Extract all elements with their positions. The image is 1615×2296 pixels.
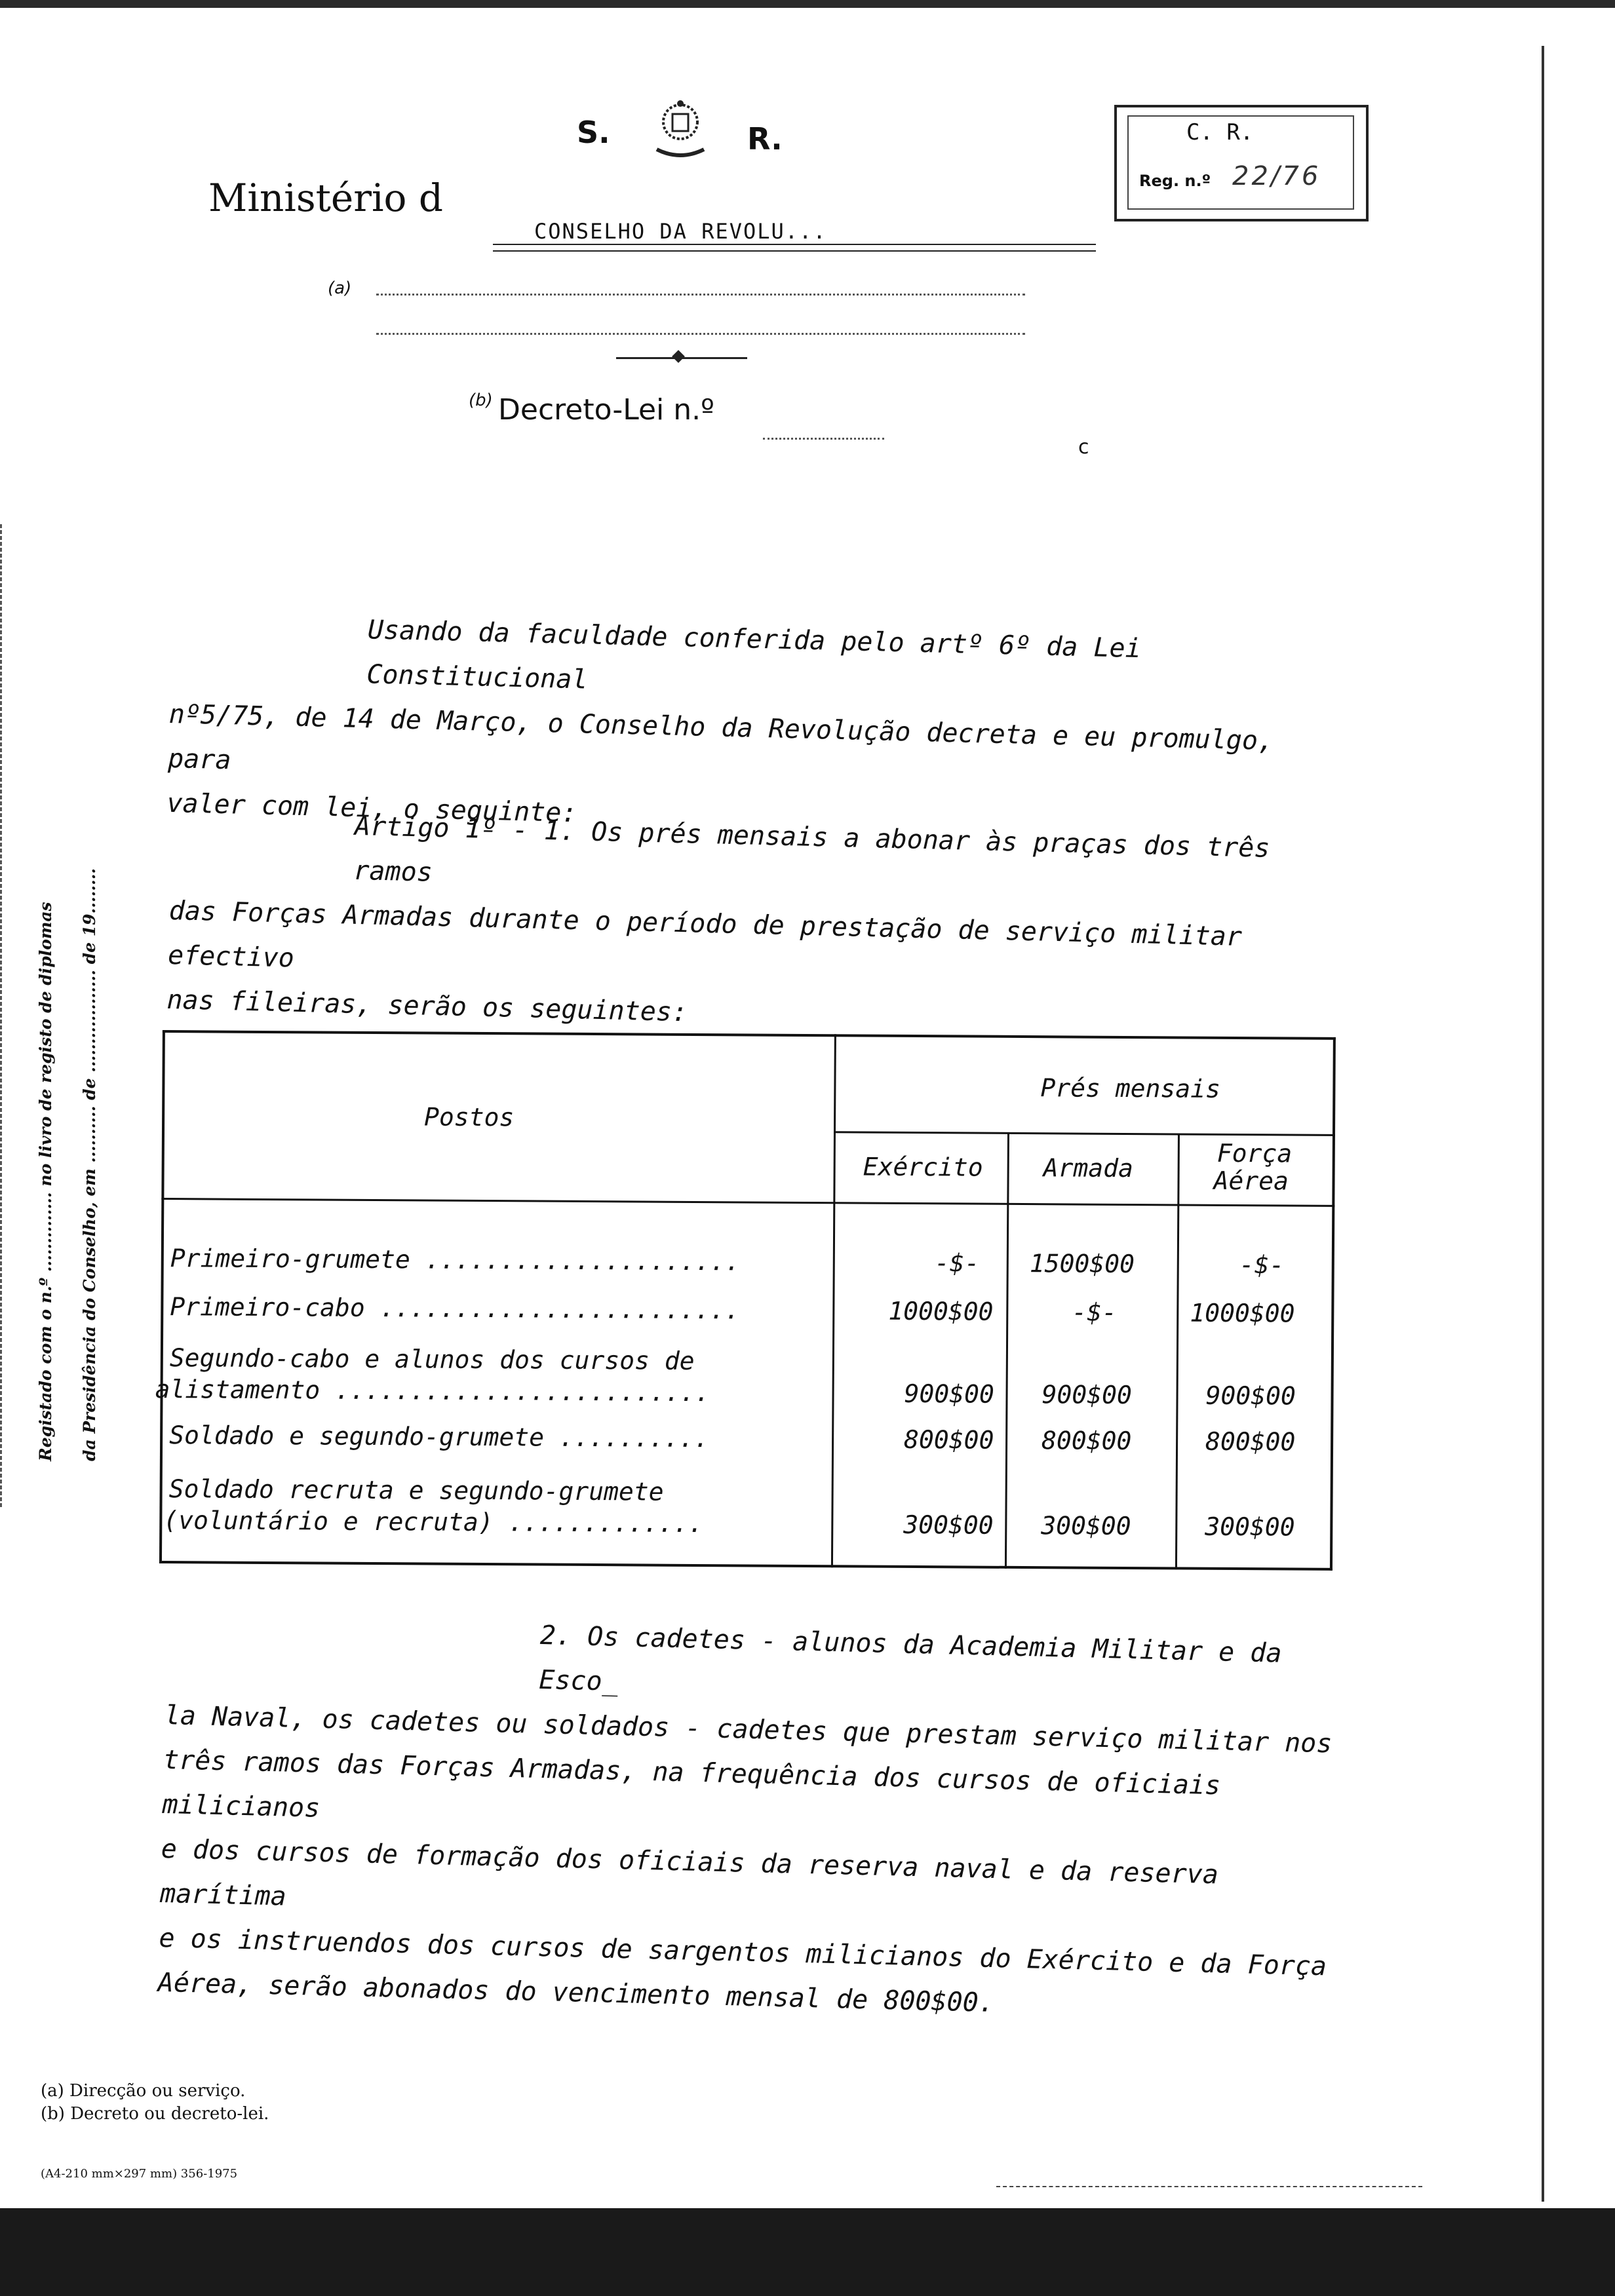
paragraph-line: Aérea, serão abonados do vencimento mensal de 800$00. <box>157 1967 995 2019</box>
cell-exercito: 800$00 <box>903 1425 994 1455</box>
ministerio-label: Ministério d <box>208 176 443 220</box>
paragraph-line: e dos cursos de formação dos oficiais da reserva naval e da reserva marítima <box>159 1833 1219 1912</box>
paragraph-line: três ramos das Forças Armadas, na frequência dos cursos de oficiais milicianos <box>161 1744 1221 1824</box>
footnote-b: (b) Decreto ou decreto-lei. <box>41 2104 269 2124</box>
binding-marks <box>0 524 7 1507</box>
col-header-exercito: Exército <box>863 1152 983 1182</box>
stamp-frame <box>493 244 1096 252</box>
registration-stamp-title: C. R. <box>1186 119 1254 145</box>
artigo-line: das Forças Armadas durante o período de prestação de serviço militar efectivo <box>167 895 1243 974</box>
row-label-cont: alistamento ......................... <box>155 1374 710 1407</box>
col-header-armada: Armada <box>1043 1153 1134 1183</box>
col-header-aerea: Aérea <box>1213 1166 1289 1196</box>
table-bottom-rule <box>159 1561 1333 1571</box>
field-a-marker: (a) <box>328 278 352 298</box>
table-left-rule <box>159 1030 165 1563</box>
footer-rule <box>996 2186 1422 2187</box>
row-label: Segundo-cabo e alunos dos cursos de <box>169 1343 695 1375</box>
side-note-line-1: Registado com o n.º .............. no livro de registo de diplomas <box>36 902 55 1461</box>
table-right-rule <box>1330 1037 1336 1571</box>
cell-exercito: -$- <box>934 1248 980 1278</box>
header-r: R. <box>747 121 783 157</box>
field-a-line-2 <box>376 333 1025 335</box>
paragraph-line: e os instruendos dos cursos de sargentos milicianos do Exército e da Força <box>158 1923 1327 1982</box>
artigo-line: nas fileiras, serão os seguintes: <box>166 984 688 1028</box>
table-subheader-rule <box>834 1131 1335 1136</box>
field-b-marker: (b) <box>469 391 493 410</box>
paragraph-line: 2. Os cadetes - alunos da Academia Militar e da Esco_ <box>538 1620 1283 1697</box>
scan-bottom-border <box>0 2208 1615 2296</box>
print-code: (A4-210 mm×297 mm) 356-1975 <box>41 2167 238 2181</box>
header-s: S. <box>577 115 610 150</box>
col-header-forca: Força <box>1216 1138 1293 1168</box>
cell-armada: 900$00 <box>1041 1380 1132 1410</box>
col-header-postos: Postos <box>423 1102 515 1132</box>
cell-armada: 1500$00 <box>1029 1249 1135 1279</box>
row-label: Primeiro-grumete ..................... <box>170 1244 741 1276</box>
page-right-edge <box>1542 46 1544 2202</box>
side-note-line-2: da Presidência do Conselho, em .......... de .................. de 19........ <box>80 868 99 1461</box>
registration-number: 22/76 <box>1232 161 1321 191</box>
table-header-rule <box>161 1198 1334 1207</box>
cell-exercito: 1000$00 <box>888 1296 994 1326</box>
decreto-number-line <box>763 438 884 440</box>
paragraph-2 <box>157 1604 1346 2034</box>
coat-of-arms-icon <box>650 98 710 164</box>
table-top-rule <box>163 1030 1336 1040</box>
cell-exercito: 900$00 <box>904 1379 994 1409</box>
table-col-rule <box>1005 1134 1009 1569</box>
preamble-line: nº5/75, de 14 de Março, o Conselho da Revolução decreta e eu promulgo, para <box>167 698 1274 776</box>
divider-ornament <box>672 350 685 363</box>
cell-forca: 800$00 <box>1205 1426 1296 1457</box>
table-col-rule <box>1175 1134 1180 1569</box>
cell-forca: 1000$00 <box>1190 1298 1295 1328</box>
cell-forca: 300$00 <box>1205 1512 1295 1542</box>
footnote-a: (a) Direcção ou serviço. <box>41 2081 246 2101</box>
scan-top-border <box>0 0 1615 8</box>
registration-label: Reg. n.º <box>1139 172 1211 190</box>
cell-armada: 800$00 <box>1041 1426 1132 1456</box>
row-label: Soldado recruta e segundo-grumete <box>168 1474 664 1506</box>
paragraph-line: la Naval, os cadetes ou soldados - cadetes que prestam serviço militar nos <box>164 1700 1333 1759</box>
row-label-cont: (voluntário e recruta) ............. <box>163 1506 704 1539</box>
field-a-line <box>376 294 1025 296</box>
preamble-line: Usando da faculdade conferida pelo artº 6º da Lei Constitucional <box>366 615 1142 695</box>
row-label: Primeiro-cabo ........................ <box>170 1292 740 1325</box>
cell-forca: 900$00 <box>1205 1381 1296 1411</box>
table-col-rule <box>831 1034 836 1567</box>
decreto-label: Decreto-Lei n.º <box>498 393 714 427</box>
conselho-stamp: CONSELHO DA REVOLU... <box>534 219 827 244</box>
cell-armada: -$- <box>1072 1297 1118 1327</box>
pay-table <box>155 1022 1336 1575</box>
artigo-line: Artigo 1º - 1. Os prés mensais a abonar às praças dos três ramos <box>353 811 1270 888</box>
stray-mark: c <box>1078 436 1089 459</box>
preamble-line: valer com lei, o seguinte: <box>166 788 578 829</box>
cell-exercito: 300$00 <box>903 1510 994 1540</box>
artigo-1 <box>166 799 1338 1050</box>
col-header-pres: Prés mensais <box>1040 1073 1221 1103</box>
cell-armada: 300$00 <box>1041 1511 1131 1541</box>
cell-forca: -$- <box>1239 1250 1285 1280</box>
row-label: Soldado e segundo-grumete .......... <box>169 1421 709 1453</box>
